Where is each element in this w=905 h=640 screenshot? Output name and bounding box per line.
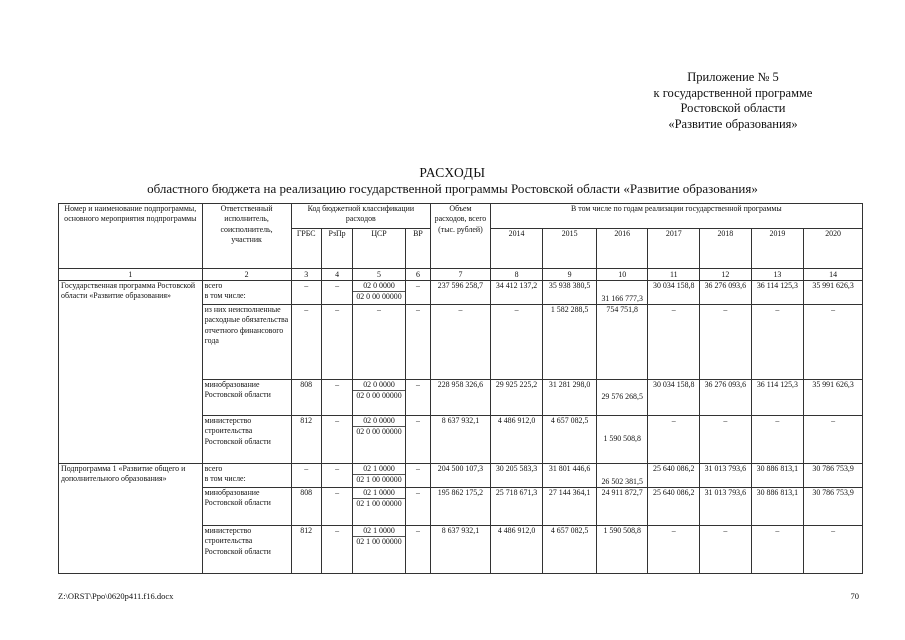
- column-number: 1: [59, 269, 203, 281]
- year-cell: 30 886 813,1: [751, 464, 804, 488]
- subprogram-name: Подпрограмма 1 «Развитие общего и дополнительного образования»: [59, 464, 203, 574]
- column-number: 6: [405, 269, 430, 281]
- rzpr-cell: –: [321, 488, 352, 526]
- grbs-cell: 812: [291, 526, 321, 574]
- header-executor: Ответственный исполнитель, соисполнитель, участник: [202, 204, 291, 269]
- total-cell: 204 500 107,3: [431, 464, 491, 488]
- header-name: Номер и наименование подпрограммы, основного мероприятия подпрограммы: [59, 204, 203, 269]
- csr-cell: [353, 416, 406, 464]
- year-cell: –: [490, 305, 543, 380]
- header-budget-code: Код бюджетной классификации расходов: [291, 204, 431, 229]
- total-cell: 228 958 326,6: [431, 380, 491, 416]
- appendix-header: [623, 70, 843, 132]
- year-cell: 4 486 912,0: [490, 526, 543, 574]
- header-years-group: В том числе по годам реализации государственной программы: [490, 204, 862, 229]
- csr-code-new: 02 0 00 00000: [353, 390, 405, 401]
- year-cell: 35 938 380,5: [543, 281, 597, 305]
- csr-code: 02 0 0000: [363, 281, 395, 290]
- year-cell: –: [700, 305, 752, 380]
- year-cell: 30 205 583,3: [490, 464, 543, 488]
- vr-cell: –: [405, 305, 430, 380]
- vr-cell: –: [405, 380, 430, 416]
- year-cell: 25 640 086,2: [648, 464, 700, 488]
- year-cell: 4 486 912,0: [490, 416, 543, 464]
- total-cell: 8 637 932,1: [431, 526, 491, 574]
- column-number: 4: [321, 269, 352, 281]
- table-row: [59, 464, 863, 488]
- grbs-cell: –: [291, 464, 321, 488]
- csr-code: 02 0 0000: [363, 416, 395, 425]
- document-subheading: областного бюджета на реализацию государственной программы Ростовской области «Развитие образования»: [147, 181, 758, 196]
- year-cell: 35 991 626,3: [804, 380, 863, 416]
- year-cell: 25 640 086,2: [648, 488, 700, 526]
- year-cell: 29 576 268,5: [596, 380, 648, 416]
- executor-cell: из них неисполненные расходные обязательства отчетного финансового года: [202, 305, 291, 380]
- expenses-table: [58, 203, 863, 574]
- appendix-number: Приложение № 5: [687, 70, 779, 84]
- year-cell: 30 034 158,8: [648, 281, 700, 305]
- csr-cell: –: [353, 305, 406, 380]
- header-grbs: ГРБС: [291, 229, 321, 269]
- grbs-cell: –: [291, 281, 321, 305]
- footer-page-number: 70: [850, 591, 859, 601]
- csr-code: 02 1 0000: [363, 526, 395, 535]
- year-cell: –: [648, 416, 700, 464]
- header-year: 2019: [751, 229, 804, 269]
- column-numbers-row: [59, 269, 863, 281]
- year-cell: 1 590 508,8: [596, 416, 648, 464]
- year-cell: 30 786 753,9: [804, 488, 863, 526]
- vr-cell: –: [405, 281, 430, 305]
- csr-code-new: 02 1 00 00000: [353, 536, 405, 547]
- total-cell: 237 596 258,7: [431, 281, 491, 305]
- executor-cell: [202, 464, 291, 488]
- year-cell: 31 013 793,6: [700, 464, 752, 488]
- year-cell: 30 786 753,9: [804, 464, 863, 488]
- year-cell: 31 013 793,6: [700, 488, 752, 526]
- header-year: 2016: [596, 229, 648, 269]
- header-year: 2018: [700, 229, 752, 269]
- header-year: 2020: [804, 229, 863, 269]
- year-cell: –: [751, 305, 804, 380]
- program-name: Государственная программа Ростовской области «Развитие образования»: [59, 281, 203, 464]
- column-number: 11: [648, 269, 700, 281]
- executor-sublabel: в том числе:: [204, 474, 246, 484]
- table-row: [59, 281, 863, 305]
- csr-cell: [353, 281, 406, 305]
- year-cell: –: [751, 526, 804, 574]
- header-year: 2017: [648, 229, 700, 269]
- year-cell: 31 801 446,6: [543, 464, 597, 488]
- vr-cell: –: [405, 526, 430, 574]
- csr-code-new: 02 0 00 00000: [353, 291, 405, 302]
- year-cell: 4 657 082,5: [543, 526, 597, 574]
- executor-label: всего: [204, 281, 223, 290]
- csr-code: 02 1 0000: [363, 488, 395, 497]
- executor-cell: министерство строительства Ростовской области: [202, 416, 291, 464]
- year-cell: 36 276 093,6: [700, 380, 752, 416]
- year-cell: –: [700, 416, 752, 464]
- header-rzpr: РзПр: [321, 229, 352, 269]
- vr-cell: –: [405, 464, 430, 488]
- grbs-cell: 808: [291, 380, 321, 416]
- year-cell: 30 886 813,1: [751, 488, 804, 526]
- total-cell: 195 862 175,2: [431, 488, 491, 526]
- executor-cell: минобразование Ростовской области: [202, 380, 291, 416]
- grbs-cell: 808: [291, 488, 321, 526]
- year-cell: –: [804, 416, 863, 464]
- vr-cell: –: [405, 416, 430, 464]
- csr-code: 02 0 0000: [363, 380, 395, 389]
- year-cell: –: [648, 526, 700, 574]
- header-csr: ЦСР: [353, 229, 406, 269]
- rzpr-cell: –: [321, 281, 352, 305]
- year-cell: 36 276 093,6: [700, 281, 752, 305]
- rzpr-cell: –: [321, 380, 352, 416]
- column-number: 13: [751, 269, 804, 281]
- column-number: 3: [291, 269, 321, 281]
- rzpr-cell: –: [321, 464, 352, 488]
- column-number: 8: [490, 269, 543, 281]
- header-vr: ВР: [405, 229, 430, 269]
- year-cell: 30 034 158,8: [648, 380, 700, 416]
- year-cell: 31 166 777,3: [596, 281, 648, 305]
- executor-sublabel: в том числе:: [204, 291, 246, 301]
- csr-code: 02 1 0000: [363, 464, 395, 473]
- header-total: Объем расходов, всего (тыс. рублей): [431, 204, 491, 269]
- column-number: 12: [700, 269, 752, 281]
- year-cell: 35 991 626,3: [804, 281, 863, 305]
- column-number: 9: [543, 269, 597, 281]
- footer-file-path: Z:\ORST\Ppo\0620p411.f16.docx: [58, 591, 174, 601]
- total-cell: 8 637 932,1: [431, 416, 491, 464]
- column-number: 14: [804, 269, 863, 281]
- year-cell: 36 114 125,3: [751, 380, 804, 416]
- year-cell: 25 718 671,3: [490, 488, 543, 526]
- column-number: 10: [596, 269, 648, 281]
- executor-cell: [202, 281, 291, 305]
- year-cell: 754 751,8: [596, 305, 648, 380]
- year-cell: 27 144 364,1: [543, 488, 597, 526]
- appendix-line-name: «Развитие образования»: [668, 116, 798, 131]
- year-cell: –: [804, 305, 863, 380]
- year-cell: 34 412 137,2: [490, 281, 543, 305]
- csr-code-new: 02 1 00 00000: [353, 498, 405, 509]
- appendix-line-region: Ростовской области: [680, 101, 786, 115]
- grbs-cell: –: [291, 305, 321, 380]
- year-cell: 24 911 872,7: [596, 488, 648, 526]
- appendix-line-program: к государственной программе: [653, 85, 813, 100]
- column-number: 2: [202, 269, 291, 281]
- csr-code-new: 02 0 00 00000: [353, 426, 405, 437]
- year-cell: 31 281 298,0: [543, 380, 597, 416]
- year-cell: 4 657 082,5: [543, 416, 597, 464]
- total-cell: –: [431, 305, 491, 380]
- rzpr-cell: –: [321, 305, 352, 380]
- column-number: 7: [431, 269, 491, 281]
- year-cell: –: [751, 416, 804, 464]
- executor-label: всего: [204, 464, 223, 473]
- column-number: 5: [353, 269, 406, 281]
- csr-cell: [353, 488, 406, 526]
- header-year: 2015: [543, 229, 597, 269]
- year-cell: –: [804, 526, 863, 574]
- csr-cell: [353, 380, 406, 416]
- rzpr-cell: –: [321, 416, 352, 464]
- year-cell: 1 582 288,5: [543, 305, 597, 380]
- year-cell: 1 590 508,8: [596, 526, 648, 574]
- grbs-cell: 812: [291, 416, 321, 464]
- csr-code-new: 02 1 00 00000: [353, 474, 405, 485]
- vr-cell: –: [405, 488, 430, 526]
- csr-cell: [353, 526, 406, 574]
- year-cell: –: [648, 305, 700, 380]
- csr-cell: [353, 464, 406, 488]
- header-year: 2014: [490, 229, 543, 269]
- document-heading: РАСХОДЫ: [419, 165, 486, 180]
- year-cell: 29 925 225,2: [490, 380, 543, 416]
- executor-cell: министерство строительства Ростовской области: [202, 526, 291, 574]
- rzpr-cell: –: [321, 526, 352, 574]
- year-cell: 26 502 381,5: [596, 464, 648, 488]
- year-cell: –: [700, 526, 752, 574]
- executor-cell: минобразование Ростовской области: [202, 488, 291, 526]
- year-cell: 36 114 125,3: [751, 281, 804, 305]
